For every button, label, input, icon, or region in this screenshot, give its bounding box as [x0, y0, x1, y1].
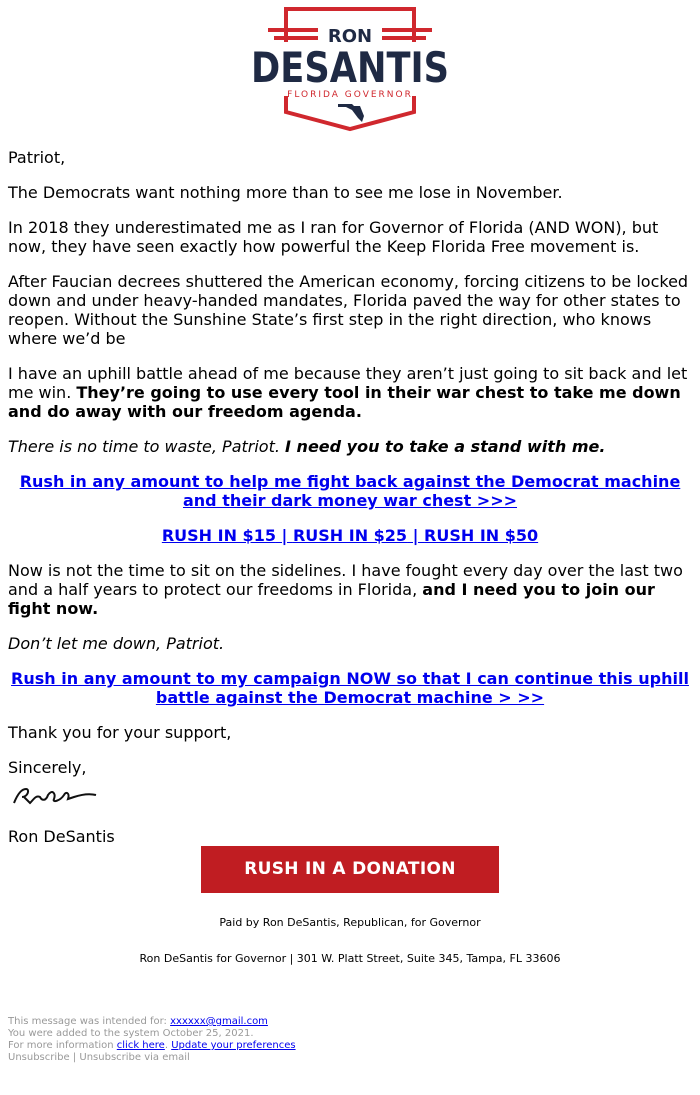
paragraph: The Democrats want nothing more than to see me lose in November.	[8, 183, 563, 202]
unsubscribe-email-link[interactable]: Unsubscribe via email	[79, 1052, 190, 1063]
signer-name: Ron DeSantis	[8, 827, 115, 846]
signature	[8, 783, 108, 809]
campaign-logo	[248, 6, 452, 130]
florida-icon	[338, 104, 364, 122]
thanks: Thank you for your support,	[8, 723, 232, 742]
svg-text:RON: RON	[327, 26, 373, 47]
paragraph: Don’t let me down, Patriot.	[8, 634, 225, 653]
click-here-link[interactable]: click here	[116, 1040, 165, 1051]
rush-50-link[interactable]: RUSH IN $50	[424, 526, 539, 545]
separator: |	[407, 526, 425, 545]
update-preferences-link[interactable]: Update your preferences	[171, 1040, 296, 1051]
rush-25-link[interactable]: RUSH IN $25	[292, 526, 408, 545]
paragraph: Now is not the time to sit on the sidelines. I have fought every day over the last two and a half years to protect our freedoms in Florida, and I need you to join our fight now.	[8, 561, 683, 618]
svg-text:DESANTIS: DESANTIS	[251, 43, 449, 92]
donate-link-1[interactable]: Rush in any amount to help me fight back against the Democrat machine and their dark money war chest >>>	[19, 472, 681, 510]
sincerely: Sincerely,	[8, 758, 87, 777]
email-link[interactable]: xxxxxx@gmail.com	[170, 1016, 268, 1027]
greeting: Patriot,	[8, 148, 66, 167]
footer: This message was intended for: xxxxxx@gmail.com You were added to the system October 25, 2021. For more information click here. Update your preferences Unsubscribe | Unsubscribe via email	[8, 1016, 296, 1063]
unsubscribe-link[interactable]: Unsubscribe	[8, 1052, 70, 1063]
paragraph: I have an uphill battle ahead of me because they aren’t just going to sit back and let me win. They’re going to use every tool in their war chest to take me down and do away with our freedom agenda.	[8, 364, 688, 421]
donate-button[interactable]: RUSH IN A DONATION	[201, 846, 499, 893]
paid-by: Paid by Ron DeSantis, Republican, for Governor	[219, 916, 481, 929]
svg-text:FLORIDA GOVERNOR: FLORIDA GOVERNOR	[287, 90, 413, 100]
paragraph: After Faucian decrees shuttered the American economy, forcing citizens to be locked down and under heavy-handed mandates, Florida paved the way for other states to reopen. Without the Sunshine State’s first step in the right direction, who knows where we’d be	[8, 272, 689, 348]
rush-15-link[interactable]: RUSH IN $15	[161, 526, 276, 545]
paragraph: In 2018 they underestimated me as I ran for Governor of Florida (AND WON), but now, they have seen exactly how powerful the Keep Florida Free movement is.	[8, 218, 659, 256]
donate-link-2[interactable]: Rush in any amount to my campaign NOW so that I can continue this uphill battle against the Democrat machine > >>	[11, 669, 689, 707]
paragraph: There is no time to waste, Patriot. I need you to take a stand with me.	[8, 437, 606, 456]
address: Ron DeSantis for Governor | 301 W. Platt Street, Suite 345, Tampa, FL 33606	[139, 952, 561, 965]
separator: |	[275, 526, 293, 545]
